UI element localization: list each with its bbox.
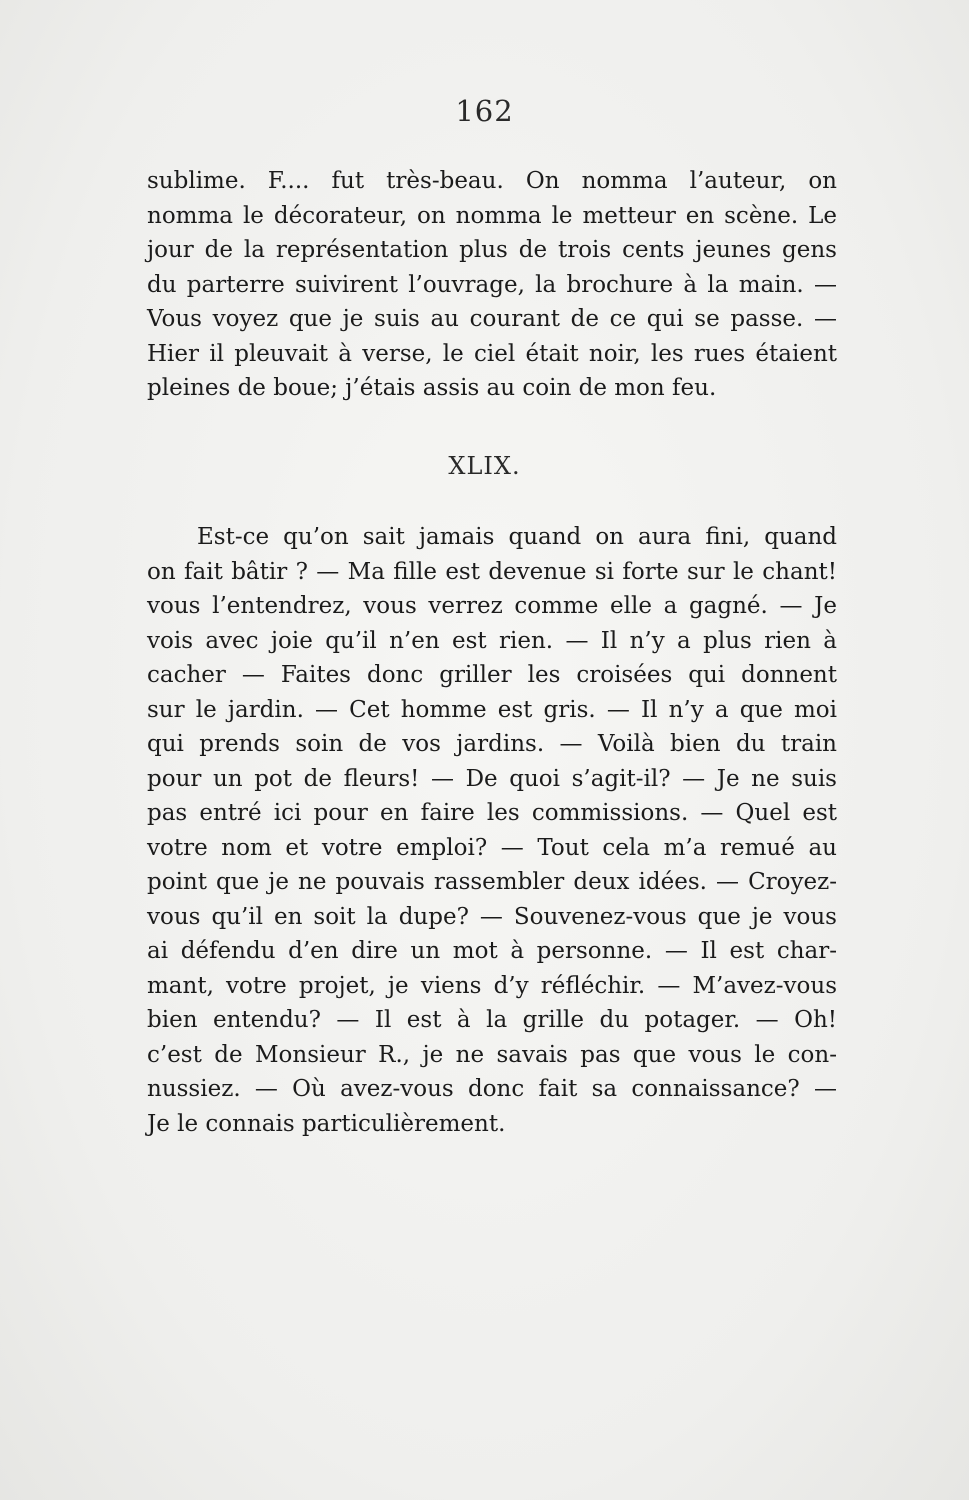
text-line: c’est de Monsieur R., je ne savais pas que vous le con-: [147, 1041, 837, 1068]
paragraph-section-xlix: [147, 520, 837, 1141]
text-line: vous l’entendrez, vous verrez comme elle a gagné. — Je: [147, 593, 837, 619]
text-line: cacher — Faites donc griller les croisées qui donnent: [147, 662, 837, 688]
text-line: vous qu’il en soit la dupe? — Souvenez-vous que je vous: [147, 903, 837, 930]
text-line: pleines de boue; j’étais assis au coin de mon feu.: [147, 375, 717, 401]
page-number: 162: [455, 94, 514, 128]
text-line: Vous voyez que je suis au courant de ce qui se passe. —: [147, 306, 837, 332]
text-line: sur le jardin. — Cet homme est gris. — Il n’y a que moi: [147, 696, 837, 723]
text-line: sublime. F.... fut très-beau. On nomma l’auteur, on: [147, 168, 837, 194]
text-line: nussiez. — Où avez-vous donc fait sa connaissance? —: [147, 1076, 837, 1102]
text-line: bien entendu? — Il est à la grille du potager. — Oh!: [147, 1007, 837, 1033]
text-line: Est-ce qu’on sait jamais quand on aura fini, quand: [197, 524, 837, 550]
paragraph-continued: [147, 164, 837, 406]
text-line: point que je ne pouvais rassembler deux idées. — Croyez-: [147, 869, 837, 895]
section-heading: XLIX.: [448, 452, 521, 480]
text-line: jour de la représentation plus de trois cents jeunes gens: [147, 237, 837, 263]
text-line: mant, votre projet, je viens d’y réfléchir. — M’avez-vous: [147, 972, 837, 999]
text-line: votre nom et votre emploi? — Tout cela m’a remué au: [147, 834, 837, 861]
text-line: vois avec joie qu’il n’en est rien. — Il n’y a plus rien à: [147, 627, 837, 654]
text-line: on fait bâtir ? — Ma fille est devenue si forte sur le chant!: [147, 558, 837, 585]
text-line: ai défendu d’en dire un mot à personne. — Il est char-: [147, 938, 837, 964]
text-line: pour un pot de fleurs! — De quoi s’agit-il? — Je ne suis: [147, 765, 837, 792]
text-line: pas entré ici pour en faire les commissions. — Quel est: [147, 800, 837, 826]
text-line: Hier il pleuvait à verse, le ciel était noir, les rues étaient: [147, 340, 837, 367]
text-line: du parterre suivirent l’ouvrage, la brochure à la main. —: [147, 271, 837, 298]
text-line: qui prends soin de vos jardins. — Voilà bien du train: [147, 731, 837, 757]
text-line: nomma le décorateur, on nomma le metteur en scène. Le: [147, 202, 837, 229]
text-line: Je le connais particulièrement.: [147, 1110, 506, 1137]
